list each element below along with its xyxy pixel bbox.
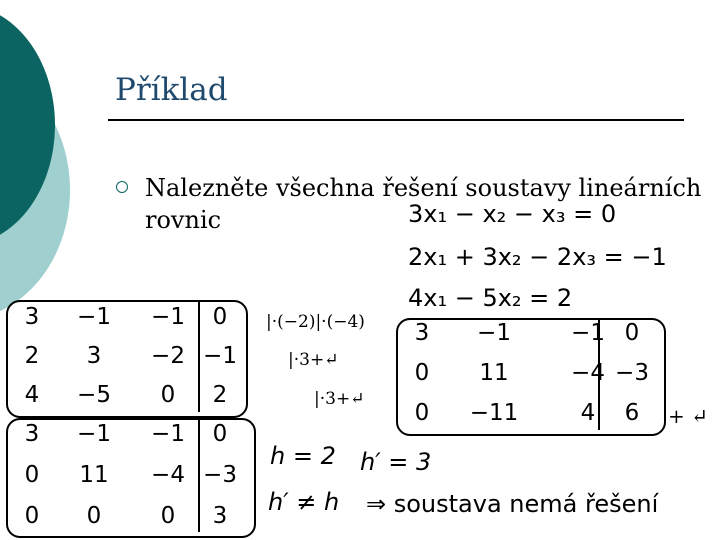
matrix-b-cell: 3 — [414, 320, 430, 346]
matrix-b-cell: −1 — [571, 320, 605, 346]
matrix-b-cell: 0 — [414, 400, 430, 426]
matrix-b-cell: −1 — [477, 320, 511, 346]
rank-h: h = 2 — [270, 442, 336, 470]
op-row1: |·(−2)|·(−4) — [266, 312, 365, 332]
matrix-a-cell: −1 — [151, 304, 185, 330]
matrix-c-cell: −3 — [203, 462, 237, 488]
matrix-c-cell: 0 — [24, 503, 40, 529]
matrix-b-cell: 4 — [580, 400, 596, 426]
matrix-c-cell: 11 — [79, 462, 109, 488]
rank-h-prime: h′ = 3 — [360, 448, 432, 476]
matrix-a-cell: 3 — [24, 304, 40, 330]
rank-compare: h′ ≠ h — [268, 488, 340, 516]
matrix-a-cell: −1 — [203, 343, 237, 369]
matrix-a-cell: 3 — [86, 343, 102, 369]
matrix-c-cell: −1 — [77, 421, 111, 447]
matrix-c-cell: 3 — [212, 503, 228, 529]
matrix-b-cell: 6 — [624, 400, 640, 426]
title-rule — [108, 119, 684, 121]
matrix-a-cell: 4 — [24, 382, 40, 408]
equation-2: 2x₁ + 3x₂ − 2x₃ = −1 — [408, 243, 667, 271]
matrix-c-cell: −1 — [151, 421, 185, 447]
matrix-c-cell: 0 — [160, 503, 176, 529]
matrix-a-cell: 0 — [160, 382, 176, 408]
op-matrix-b-row3: + ↵ — [668, 404, 708, 428]
matrix-c-cell: −4 — [151, 462, 185, 488]
equation-1: 3x₁ − x₂ − x₃ = 0 — [408, 200, 617, 228]
conclusion: ⇒ soustava nemá řešení — [366, 490, 659, 518]
matrix-c-cell: 0 — [24, 462, 40, 488]
op-row3: |·3+↵ — [314, 389, 365, 409]
matrix-b-cell: −4 — [571, 360, 605, 386]
matrix-a-cell: 2 — [212, 382, 228, 408]
matrix-a-cell: −5 — [77, 382, 111, 408]
matrix-a-cell: −2 — [151, 343, 185, 369]
bullet-text: Nalezněte všechna řešení soustavy lineárních rovnic — [145, 174, 702, 234]
matrix-a-cell: 2 — [24, 343, 40, 369]
matrix-c-cell: 3 — [24, 421, 40, 447]
matrix-a-cell: 0 — [212, 304, 228, 330]
equation-3: 4x₁ − 5x₂ = 2 — [408, 284, 573, 312]
bullet-icon — [116, 181, 128, 193]
matrix-b-cell: 0 — [624, 320, 640, 346]
matrix-b-cell: 11 — [479, 360, 509, 386]
matrix-c-cell: 0 — [86, 503, 102, 529]
op-row2: |·3+↵ — [288, 350, 339, 370]
slide-title: Příklad — [115, 72, 228, 108]
matrix-b-cell: 0 — [414, 360, 430, 386]
matrix-a-cell: −1 — [77, 304, 111, 330]
matrix-b-cell: −11 — [469, 400, 519, 426]
matrix-b-cell: −3 — [615, 360, 649, 386]
matrix-c-cell: 0 — [212, 421, 228, 447]
